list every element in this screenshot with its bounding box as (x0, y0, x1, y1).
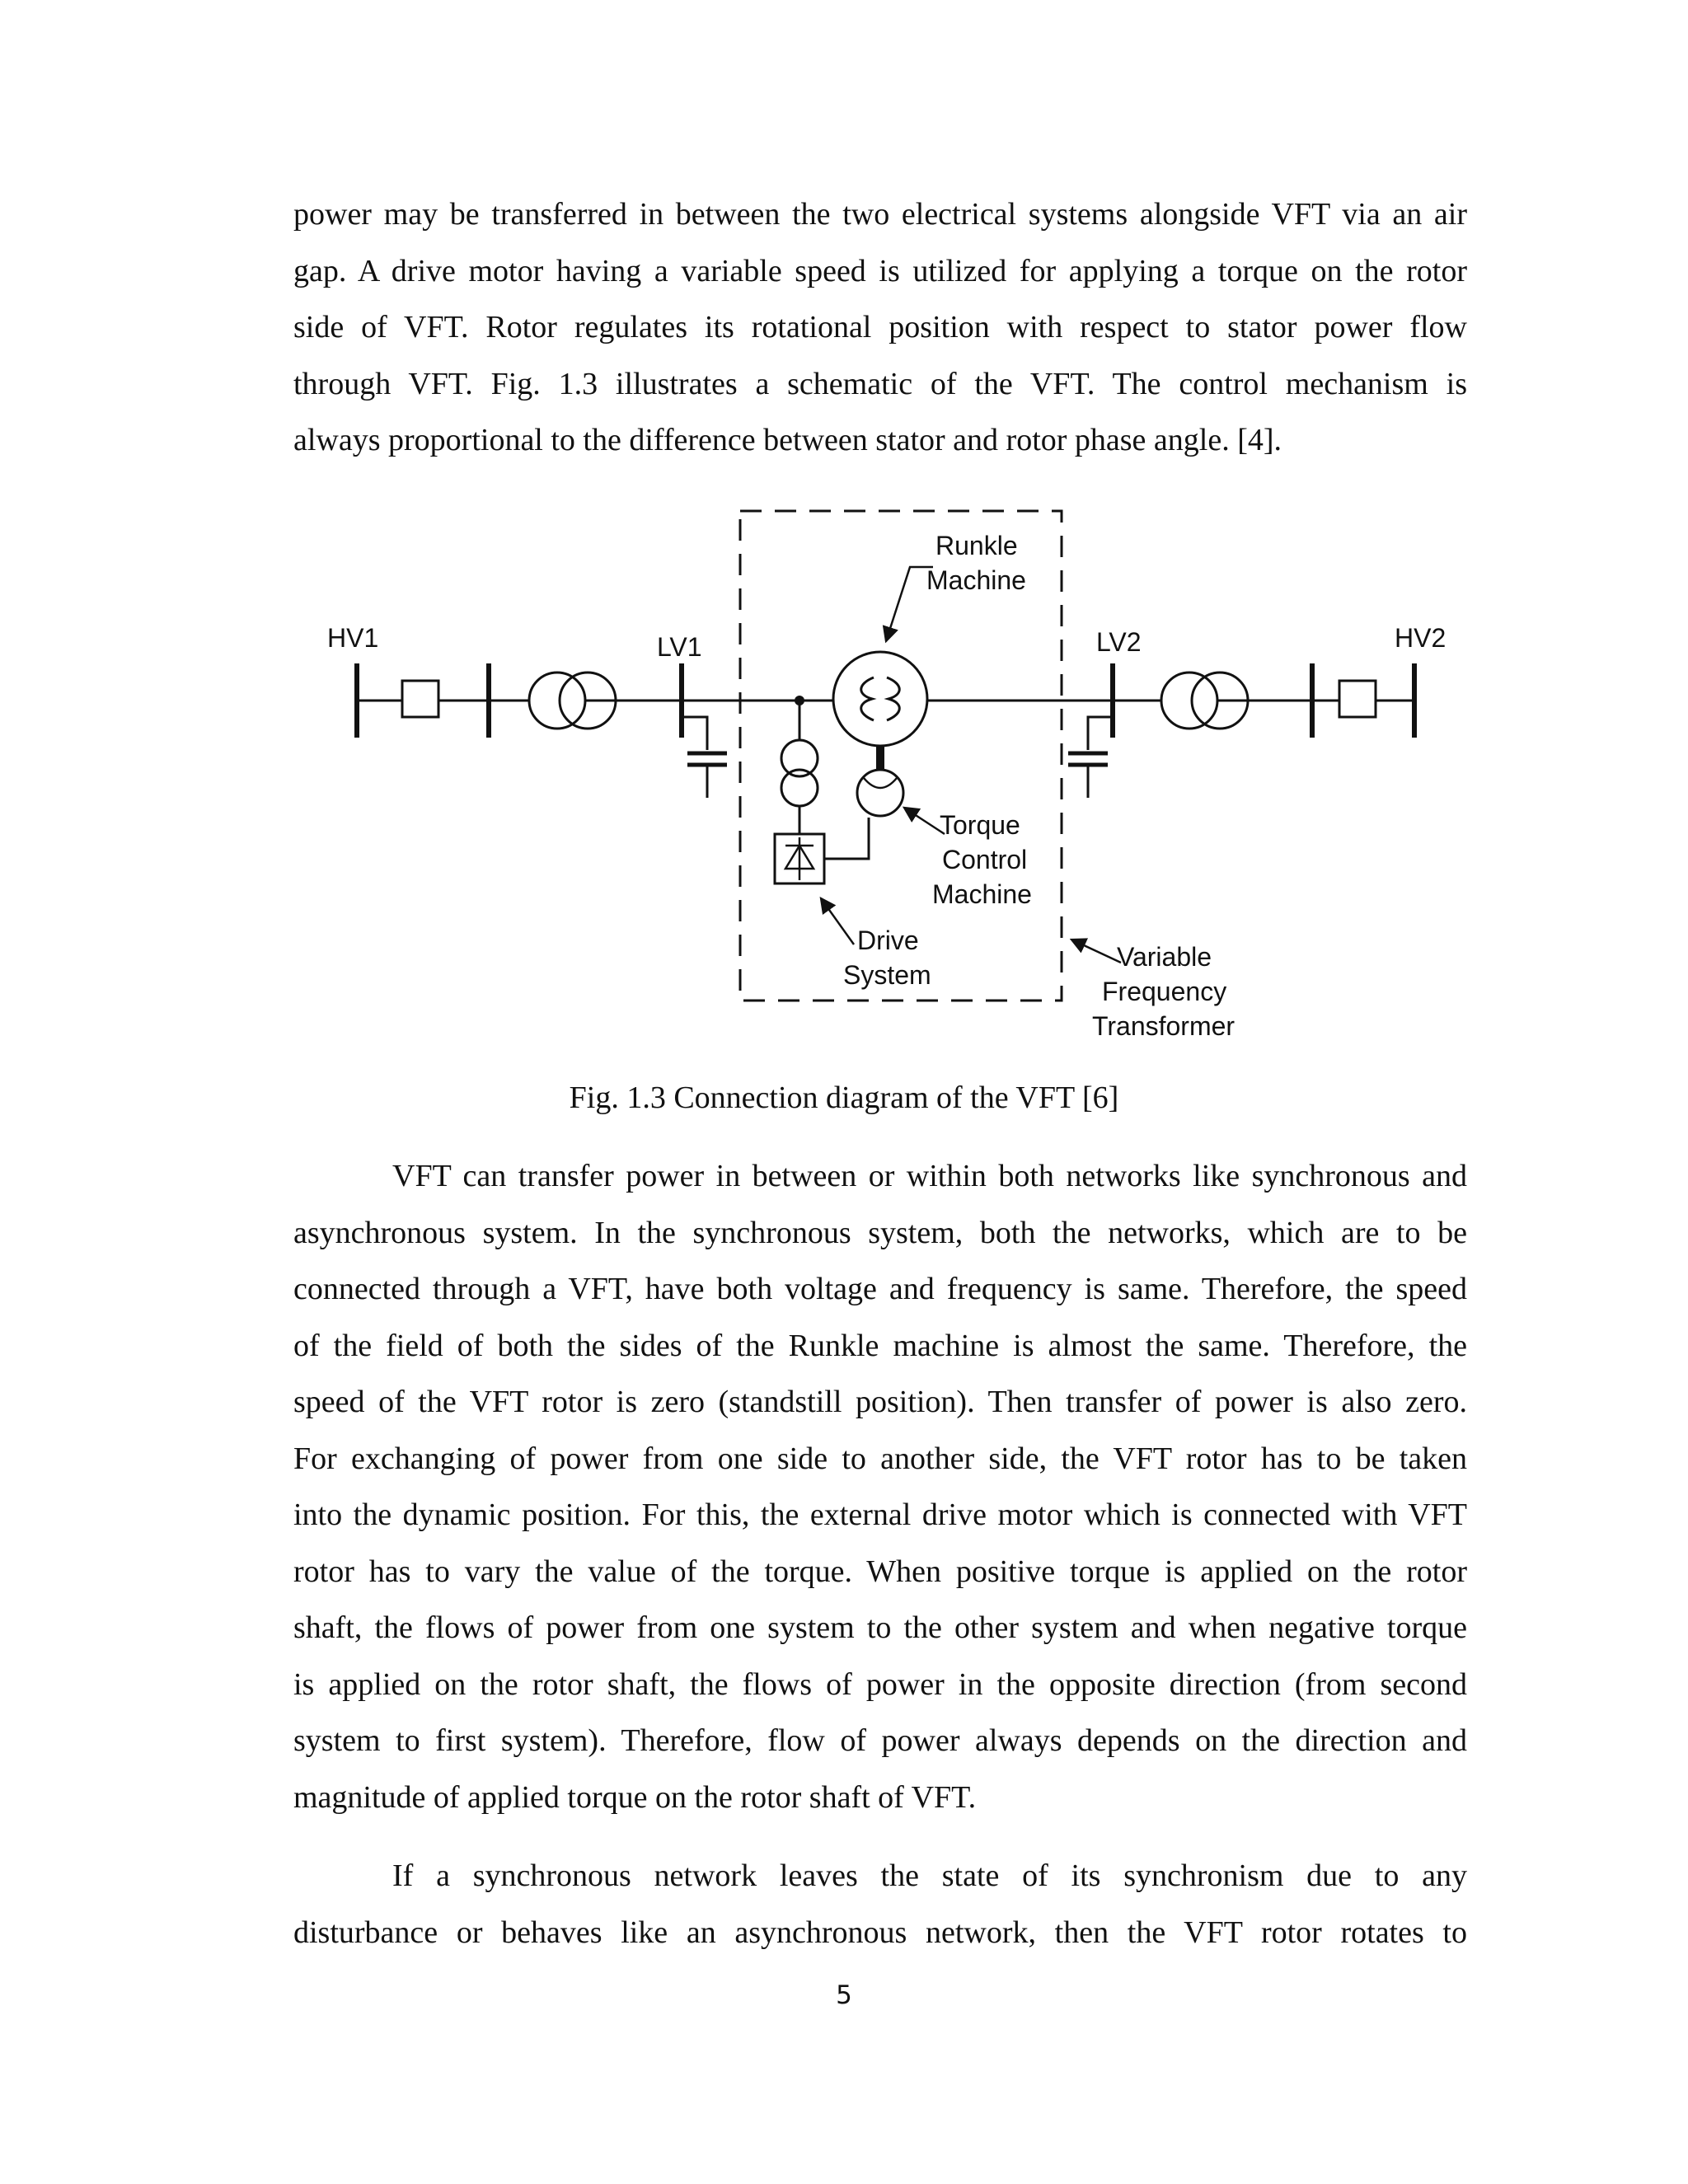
hv1-label: HV1 (327, 623, 379, 653)
transformer-right-coil-a (1161, 673, 1217, 729)
text-line: of the field of both the sides of the Runkle machine is almost the same. Therefore, the (293, 1328, 1467, 1363)
capacitor-left-lead (682, 717, 707, 750)
text-line: system to first system). Therefore, flow of power always depends on the direction and (293, 1723, 1467, 1758)
vft-label-line3: Transformer (1092, 1011, 1236, 1041)
text-line: through VFT. Fig. 1.3 illustrates a schematic of the VFT. The control mechanism is (293, 366, 1467, 401)
torque-label-line1: Torque (940, 810, 1020, 840)
torque-control-machine (857, 770, 903, 816)
text-line: If a synchronous network leaves the state of its synchronism due to any (392, 1858, 1467, 1893)
vft-connection-diagram (0, 0, 1688, 1071)
text-line: side of VFT. Rotor regulates its rotational position with respect to stator power flow (293, 310, 1467, 344)
transformer-left-coil-a (529, 673, 585, 729)
breaker-left (402, 681, 438, 717)
text-line: into the dynamic position. For this, the external drive motor which is connected with VFT (293, 1497, 1467, 1532)
text-line: power may be transferred in between the two electrical systems alongside VFT via an air (293, 197, 1467, 232)
vft-label-line1: Variable (1117, 942, 1212, 972)
torque-label-line2: Control (942, 845, 1028, 874)
drive-arrow (821, 898, 854, 944)
vft-arrow (1071, 940, 1121, 963)
body-paragraph-2 (293, 1148, 1467, 1825)
figure-caption: Fig. 1.3 Connection diagram of the VFT [6] (569, 1080, 1119, 1115)
text-line: connected through a VFT, have both voltage and frequency is same. Therefore, the speed (293, 1272, 1467, 1306)
text-line: is applied on the rotor shaft, the flows of power in the opposite direction (from second (293, 1666, 1467, 1702)
lv2-label: LV2 (1096, 627, 1142, 657)
text-line: magnitude of applied torque on the rotor shaft of VFT. (293, 1779, 977, 1815)
text-line: For exchanging of power from one side to another side, the VFT rotor has to be taken (293, 1441, 1467, 1476)
text-line: asynchronous system. In the synchronous system, both the networks, which are to be (293, 1215, 1467, 1250)
drive-label-line1: Drive (857, 926, 919, 955)
text-line: rotor has to vary the value of the torque. When positive torque is applied on the rotor (293, 1554, 1467, 1589)
body-paragraph-3 (293, 1848, 1467, 1961)
text-line: shaft, the flows of power from one system to the other system and when negative torque (293, 1610, 1467, 1645)
drive-to-torque-line (824, 818, 869, 859)
vft-label-line2: Frequency (1102, 977, 1227, 1006)
page-number: 5 (836, 1980, 852, 2010)
text-line: always proportional to the difference between stator and rotor phase angle. [4]. (293, 423, 1282, 457)
drive-label-line2: System (843, 960, 931, 990)
runkle-label-line1: Runkle (935, 531, 1018, 560)
text-line: VFT can transfer power in between or within both networks like synchronous and (392, 1159, 1467, 1193)
torque-label-line3: Machine (932, 879, 1032, 909)
runkle-label-line2: Machine (926, 565, 1026, 595)
lv1-label: LV1 (657, 632, 702, 662)
text-line: gap. A drive motor having a variable speed is utilized for applying a torque on the rotor (293, 253, 1467, 288)
text-line: disturbance or behaves like an asynchronous network, then the VFT rotor rotates to (293, 1915, 1467, 1950)
text-line: speed of the VFT rotor is zero (standstill position). Then transfer of power is also zero. (293, 1385, 1467, 1419)
breaker-right (1339, 681, 1376, 717)
capacitor-right-lead (1088, 717, 1113, 750)
torque-arrow (904, 808, 945, 834)
runkle-machine (833, 652, 927, 746)
hv2-label: HV2 (1395, 623, 1447, 653)
